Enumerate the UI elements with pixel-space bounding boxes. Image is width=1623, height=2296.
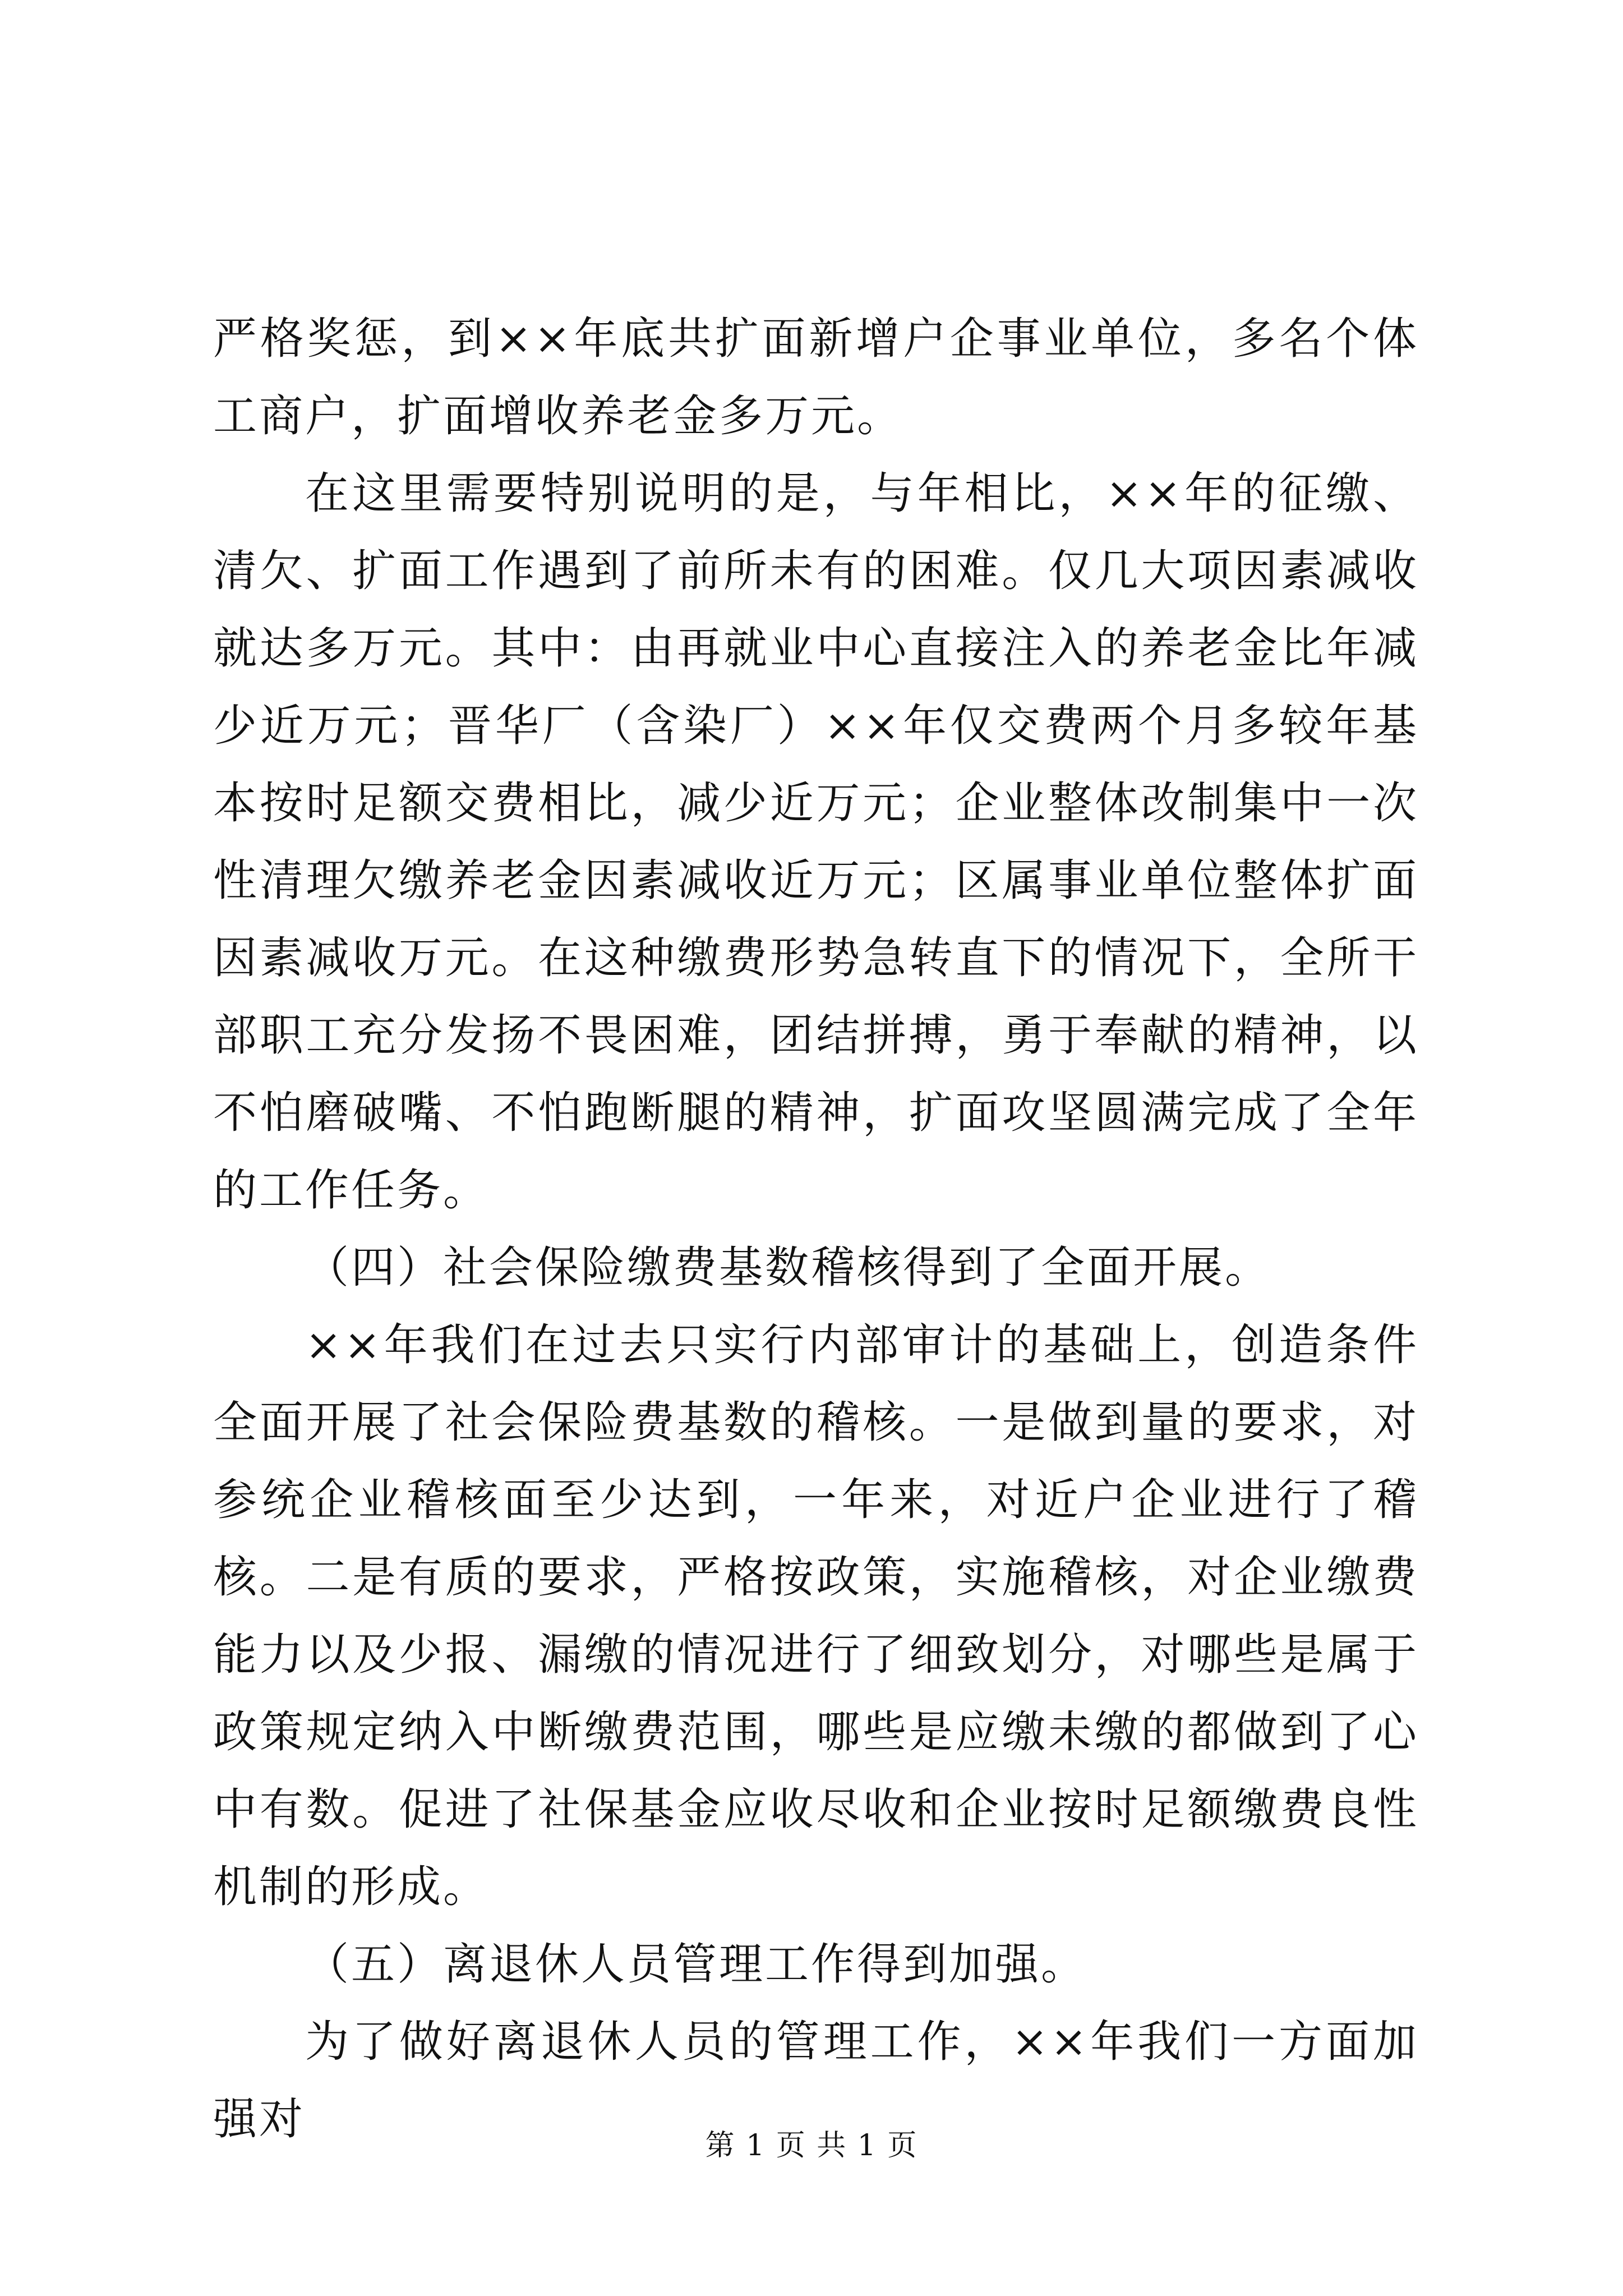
paragraph-audit: ××年我们在过去只实行内部审计的基础上，创造条件全面开展了社会保险费基数的稽核。一是做到量的要求，对参统企业稽核面至少达到，一年来，对近户企业进行了稽核。二是有质的要求，严格按政策，实施稽核，对企业缴费能力以及少报、漏缴的情况进行了细致划分，对哪些是属于政策规定纳入中断缴费范围，哪些是应缴未缴的都做到了心中有数。促进了社保基金应收尽收和企业按时足额缴费良性机制的形成。 bbox=[213, 1320, 1419, 1912]
paragraph-continuation: 严格奖惩，到××年底共扩面新增户企事业单位，多名个体工商户，扩面增收养老金多万元。 bbox=[213, 314, 1419, 441]
paragraph-retiree-management: 为了做好离退休人员的管理工作，××年我们一方面加强对 bbox=[213, 2017, 1419, 2145]
section-heading-5: （五）离退休人员管理工作得到加强。 bbox=[305, 1939, 1087, 1990]
paragraph-special-note: 在这里需要特别说明的是，与年相比，××年的征缴、清欠、扩面工作遇到了前所未有的困难。仅几大项因素减收就达多万元。其中：由再就业中心直接注入的养老金比年减少近万元；晋华厂（含染厂）××年仅交费两个月多较年基本按时足额交费相比，减少近万元；企业整体改制集中一次性清理欠缴养老金因素减收近万元；区属事业单位整体扩面因素减收万元。在这种缴费形势急转直下的情况下，全所干部职工充分发扬不畏困难，团结拼搏，勇于奉献的精神，以不怕磨破嘴、不怕跑断腿的精神，扩面攻坚圆满完成了全年的工作任务。 bbox=[213, 468, 1419, 1216]
section-heading-4: （四）社会保险缴费基数稽核得到了全面开展。 bbox=[305, 1243, 1271, 1293]
page-footer: 第 1 页 共 1 页 bbox=[705, 2129, 918, 2162]
document-body bbox=[213, 300, 1419, 2158]
